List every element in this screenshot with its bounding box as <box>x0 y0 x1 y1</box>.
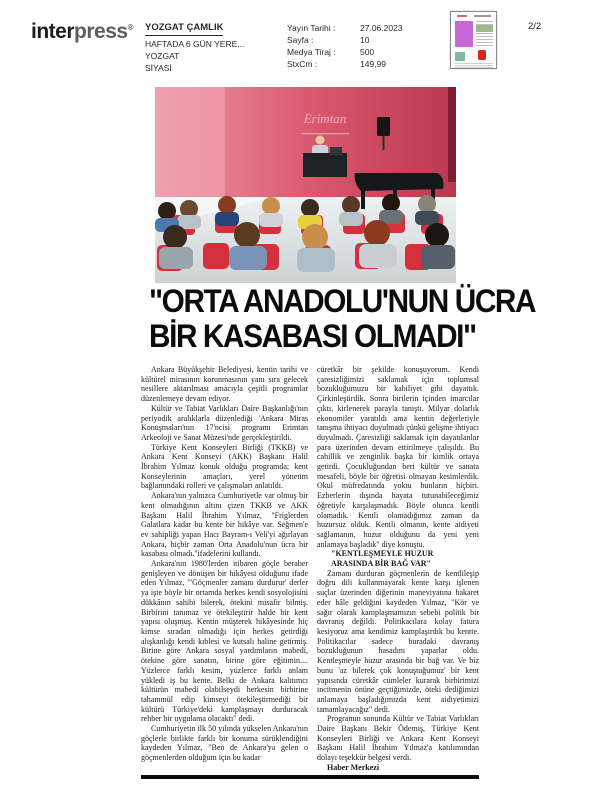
paragraph: Programın sonunda Kültür ve Tabiat Varlıkları Daire Başkanı Bekir Ödemiş, Türkiye Kent Konseyleri Birliği ve Ankara Kent Konseyi Başkanı Halil İbrahim Yılmaz'a katılımından dolayı teşekkür belgesi verdi. <box>317 714 479 763</box>
meta-label-stxcm: StxCm : <box>287 59 318 69</box>
headline-line-2: BİR KASABASI OLMADI" <box>148 318 476 354</box>
thumbnail-image-block <box>476 25 493 32</box>
article-bottom-rule <box>141 775 479 779</box>
registered-mark-icon: ® <box>127 23 133 32</box>
thumbnail-masthead <box>457 15 491 17</box>
paragraph: Ankara Büyükşehir Belediyesi, kentin tarihi ve kültürel mirasının korunmasının yanı sıra gelecek nesillere aktarılması amacıyla çeşitli programlar düzenlemeye devam ediyor. <box>141 365 308 404</box>
thumbnail-photo-block <box>455 21 473 47</box>
publication-name: YOZGAT ÇAMLIK <box>145 22 223 36</box>
paragraph: Kültür ve Tabiat Varlıkları Daire Başkanlığı'nın periyodik aralıklarla düzenlediği 'Ankara Miras Konuşmaları'nın 17'ncisi programı Erimtan Arkeoloji ve Sanat Müzesi'nde gerçekleştirildi. <box>141 403 308 442</box>
publication-city: YOZGAT <box>145 51 180 61</box>
meta-value-date: 27.06.2023 <box>360 23 403 33</box>
meta-label-circulation: Medya Tiraj : <box>287 47 336 57</box>
paragraph: Zamanı durduran göçmenlerin de kentlileşip doğru dili kullanmayarak kente karşı işlenen suçlar üzerinden diğerinin maneviyatına hakaret eder hâle geldiğini kaydeden Yılmaz, "Kör ve sağır olarak kamplaşmamızın sebebi politik bir davranış değildi. Politikacılara kolay fatura kesiyoruz ama kendimiz kamplaşırdık bu kentte. Politikacılar sadece buradaki davranış bozukluğunun hasadını yaparlar oldu. Kentleşmeyle huzur arasında bir bağ var. Ve biz bunu 'az bilerek çok konuştuğumuz' bir kent yapısında cüretkâr cümleler kurarak birbirimizi incitmenin önüne geçtiğimizde, öteki dediğimizi anlamaya başladığımızda kent aidiyetimizi tamamlayacağız" dedi. <box>317 568 479 714</box>
paragraph: Ankara'nın 1980'lerden itibaren göçle beraber genişleyen ve dönüşen bir hikâyesi olduğunu ifade eden Yılmaz, "'Göçmenler zamanı durdurur' derler ya işte böyle bir ortamda herkes kendi sosyolojisini dükkânın sahibi bilerek, ötekini misafir bilmiş. Birbirini tanımaz ve ötekileştirir halde bir kent yapısı oluşmuş. Kentin müşterek hikâyesinde hiç kimse sıradan olmadığı için herkes getirdiği alışkanlığı kendi kıblesi ve kutsalı haline getirmiş. Birine göre Ankara sosyal yardımların mabedi, ötekine göre sanatın, birine göre eğitimin.... Yüzlerce farklı kesim, yüzlerce farklı anlam yükledi iş bu kente. Belki de Ankara kalıtımcı kültürün mabedi olabilseydi herkesin birbirine tahammül edip kimseyi ötekileştirmediği bir kültürü Türkiye'deki kamplaşmayı durduracak rehber bir uygulama olacaktı" dedi. <box>141 559 308 724</box>
publication-frequency: HAFTADA 6 GÜN YERE... <box>145 39 245 49</box>
meta-value-stxcm: 149,99 <box>360 59 386 69</box>
article-column-2 <box>317 365 479 771</box>
paragraph: Cumhuriyetin ilk 50 yılında yükselen Ankara'nın göçlerle birlikte farklı bir konuma sürüklendiğini kaydeden Yılmaz, "Ben de Ankara'ya gelen o göçmenlerden olduğum için bu kadar <box>141 724 308 763</box>
meta-value-circulation: 500 <box>360 47 375 57</box>
article-subheading <box>317 549 479 568</box>
clipping-header <box>0 0 612 80</box>
thumbnail-image-block-2 <box>455 52 465 61</box>
article-body <box>141 365 479 771</box>
article-byline: Haber Merkezi <box>327 762 380 771</box>
photo-wall-text: Erimtan <box>303 111 347 126</box>
logo-text-press: press <box>74 20 128 43</box>
meta-labels <box>287 22 336 70</box>
page-indicator: 2/2 <box>528 21 542 32</box>
meta-label-pageno: Sayfa : <box>287 35 314 45</box>
article-photo <box>155 87 456 283</box>
meta-value-pageno: 10 <box>360 35 370 45</box>
subheading-line-2: ARASINDA BİR BAĞ VAR" <box>331 559 431 569</box>
interpress-logo <box>31 20 133 44</box>
thumbnail-red-figure <box>478 50 486 60</box>
event-photo-illustration <box>155 87 456 283</box>
article-column-1 <box>141 365 308 771</box>
headline-line-1: "ORTA ANADOLU'NUN ÜCRA <box>148 283 536 319</box>
paragraph: cüretkâr bir şekilde konuşuyorum. Kendi çaresizliğimizi saklamak için toplumsal bozukluğumuzu bir kabiliyet gibi dayattık. Çirkinleştirdik. Sonra birilerin içinden imarcılar çıktı, kirlenerek parayla tanıştı. Milyar dolarlık ekonomiler yaratıldı ama kentin değerleriyle tanışma ihtiyacı duyulmadı çünkü gelişme ihtiyacı duyulmadı. Çaresizliği saklamak için dayatılanlar para üzerinden devam ettirilmeye çalışıldı. Bu cahillik ve zenginlik başka bir kimlik ortaya getirdi. Çocukluğundan beri kültür ve sanata mesafeli, böyle bir öğretisi olmayan kesimlerdik. Okul müfredatında yoktu bunların hiçbiri. Ezberlerin dışında hayata tutunabileceğimiz öğretiyle karşılaşmadık. Böyle olunca kentli olamadık. Kentli olamadığımız zaman da huzursuz olduk. Kentli olmanın, kente aidiyeti sağlamanın, huzur olduğunu da yeni yeni anlamaya başladık" diye konuştu. <box>317 365 479 549</box>
paragraph: Ankara'nın yalnızca Cumhuriyetle var olmuş bir kent olmadığının altını çizen TKKB ve AKK Başkanı Halil İbrahim Yılmaz, "Friglerden Galatlara kadar bu kente bir hikâye var. Seğmen'e ev sahipliği yapan Hacı Bayram-ı Veli'yi ağırlayan Ankara, hiçbir zaman Orta Anadolu'nun ücra bir kasabası olmadı."ifadelerini kullandı. <box>141 491 308 559</box>
meta-values <box>360 22 403 70</box>
meta-label-date: Yayın Tarihi : <box>287 23 336 33</box>
publication-info <box>145 21 280 74</box>
thumbnail-text-lines-2 <box>455 63 493 68</box>
subheading-line-1: "KENTLEŞMEYLE HUZUR <box>331 549 434 559</box>
paragraph: Türkiye Kent Konseyleri Birliği (TKKB) ve Ankara Kent Konseyi (AKK) Başkanı Halil İbrahim Yılmaz konuk olduğu programda; kent Konseylerinin amaçları, yerel yönetim bağlamındaki rolleri ve çalışmaları anlatıldı. <box>141 442 308 491</box>
publication-category: SİYASİ <box>145 63 172 73</box>
newspaper-page-thumbnail <box>450 11 497 69</box>
logo-text-inter: inter <box>31 20 75 43</box>
article-headline <box>148 283 536 354</box>
